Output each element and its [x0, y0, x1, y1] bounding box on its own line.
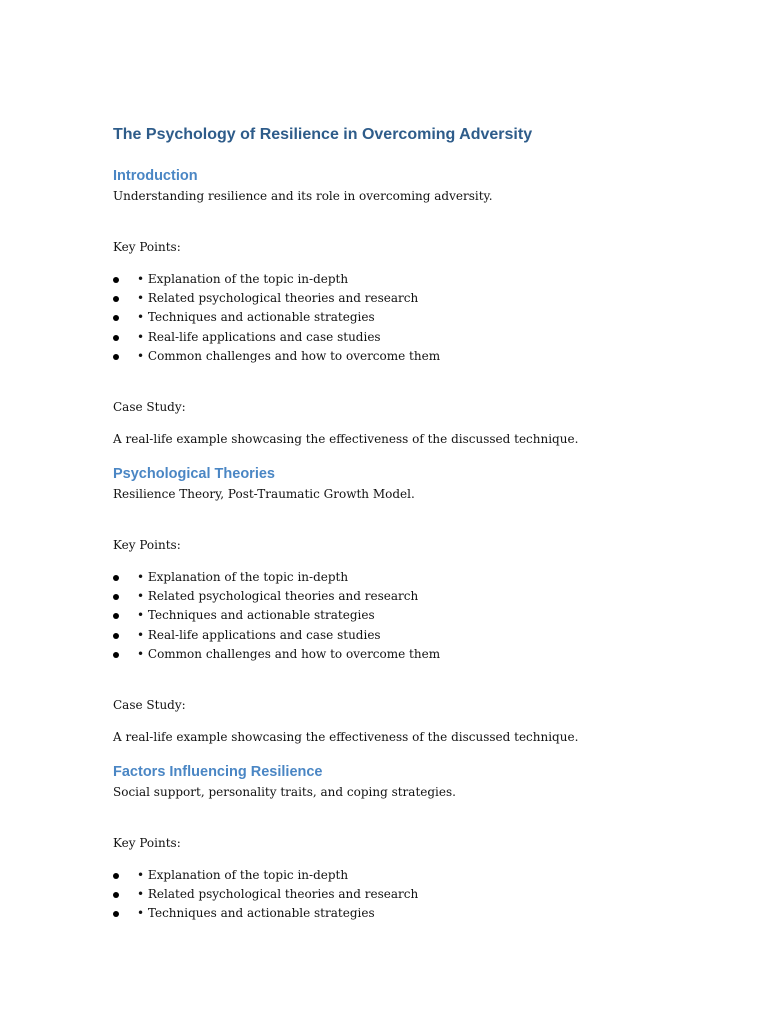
section-text: Understanding resilience and its role in overcoming adversity.	[113, 189, 493, 203]
key-points-label: Key Points:	[113, 240, 181, 254]
list-item	[113, 289, 713, 308]
list-item	[113, 328, 713, 347]
section-heading: Psychological Theories	[113, 465, 275, 482]
case-study-text: A real-life example showcasing the effectiveness of the discussed technique.	[113, 729, 579, 744]
list-item	[113, 270, 713, 289]
bullet-icon	[113, 575, 119, 581]
list-item	[113, 606, 713, 625]
key-points-list	[113, 568, 713, 664]
document-page	[113, 122, 713, 955]
bullet-icon	[113, 652, 119, 658]
list-item	[113, 568, 713, 587]
case-study-label: Case Study:	[113, 399, 186, 414]
list-item-text: • Techniques and actionable strategies	[137, 906, 375, 921]
key-points-list	[113, 270, 713, 366]
bullet-icon	[113, 613, 119, 619]
case-study-label: Case Study:	[113, 697, 186, 712]
list-item-text: • Explanation of the topic in-depth	[137, 272, 349, 286]
list-item-text: • Explanation of the topic in-depth	[137, 569, 349, 584]
case-study-text: A real-life example showcasing the effectiveness of the discussed technique.	[113, 431, 579, 446]
list-item-text: • Common challenges and how to overcome them	[137, 348, 441, 363]
key-points-list	[113, 866, 713, 924]
section-text: Resilience Theory, Post-Traumatic Growth Model.	[113, 486, 415, 501]
document-title: The Psychology of Resilience in Overcoming Adversity	[113, 126, 533, 143]
key-points-label: Key Points:	[113, 537, 181, 552]
bullet-icon	[113, 892, 119, 898]
bullet-icon	[113, 277, 119, 283]
bullet-icon	[113, 911, 119, 917]
list-item	[113, 347, 713, 366]
section-introduction	[113, 165, 713, 449]
bullet-icon	[113, 873, 119, 879]
section-factors-influencing-resilience	[113, 761, 713, 924]
bullet-icon	[113, 296, 119, 302]
bullet-icon	[113, 354, 119, 360]
list-item	[113, 645, 713, 664]
list-item	[113, 587, 713, 606]
list-item-text: • Explanation of the topic in-depth	[137, 867, 349, 882]
section-text: Social support, personality traits, and coping strategies.	[113, 784, 456, 799]
list-item	[113, 626, 713, 645]
list-item-text: • Related psychological theories and research	[137, 589, 419, 604]
list-item	[113, 866, 713, 885]
list-item	[113, 904, 713, 923]
bullet-icon	[113, 633, 119, 639]
list-item-text: • Real-life applications and case studies	[137, 627, 381, 642]
list-item-text: • Related psychological theories and research	[137, 291, 419, 306]
list-item-text: • Common challenges and how to overcome them	[137, 646, 441, 661]
key-points-label: Key Points:	[113, 835, 181, 850]
list-item-text: • Techniques and actionable strategies	[137, 310, 375, 325]
bullet-icon	[113, 335, 119, 341]
section-heading: Introduction	[113, 168, 198, 184]
section-psychological-theories	[113, 463, 713, 747]
list-item-text: • Real-life applications and case studies	[137, 329, 381, 344]
bullet-icon	[113, 594, 119, 600]
list-item-text: • Related psychological theories and research	[137, 887, 419, 902]
list-item	[113, 885, 713, 904]
list-item	[113, 308, 713, 327]
bullet-icon	[113, 315, 119, 321]
list-item-text: • Techniques and actionable strategies	[137, 608, 375, 623]
section-heading: Factors Influencing Resilience	[113, 763, 323, 780]
